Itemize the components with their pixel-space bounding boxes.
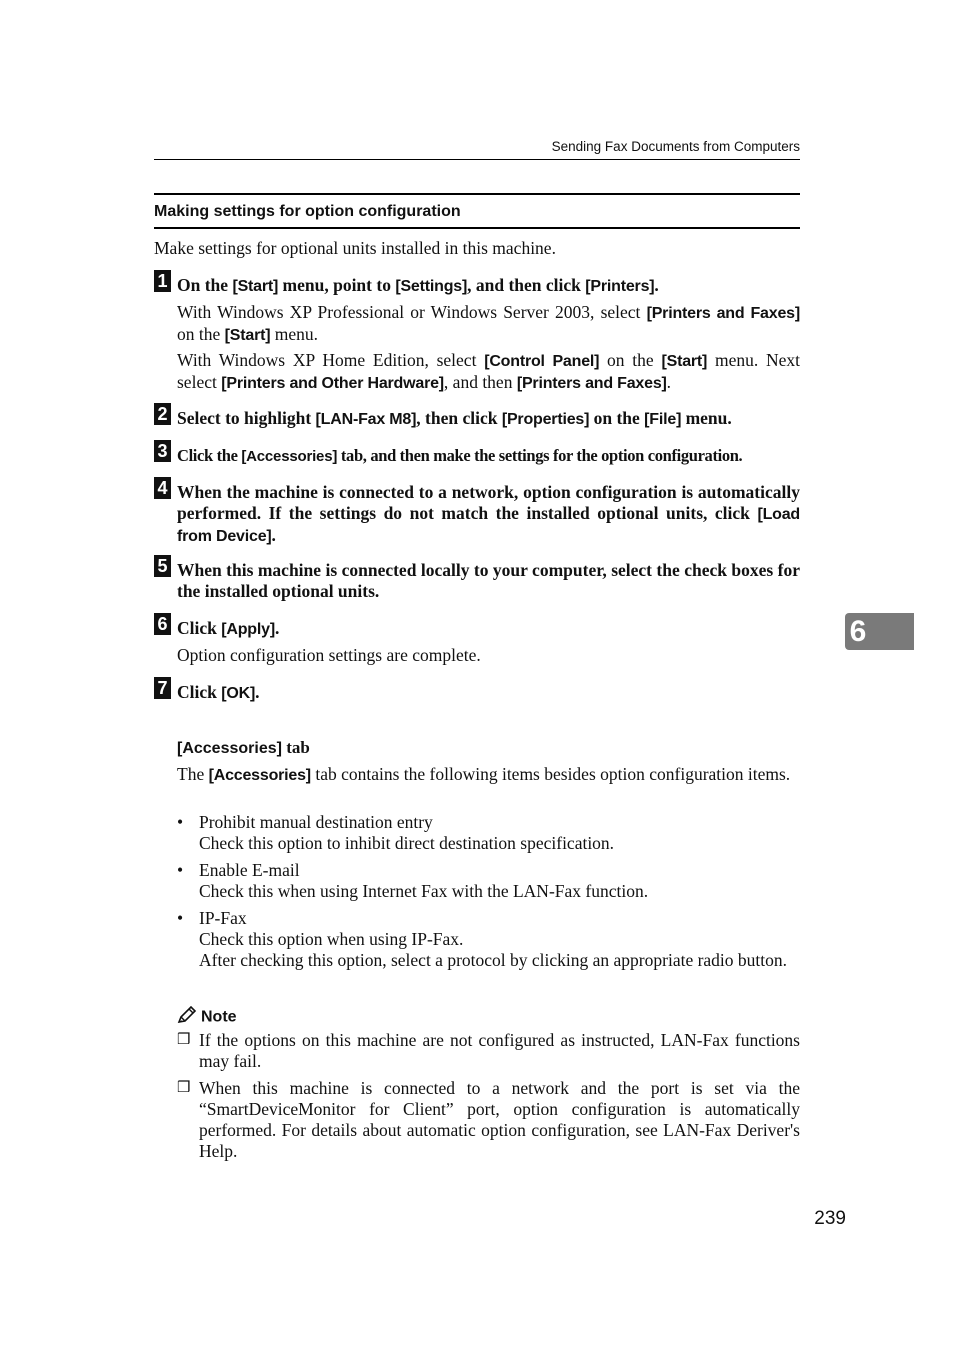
chapter-number: 6 <box>849 615 867 648</box>
step-number-6: 6 <box>154 613 171 635</box>
accessories-intro: The [Accessories] tab contains the following items besides option configuration items. <box>177 764 791 784</box>
header-rule <box>154 159 800 160</box>
step-number-4: 4 <box>154 477 171 499</box>
step-2-text: Select to highlight [LAN-Fax M8], then click [Properties] on the [File] menu. <box>177 408 732 428</box>
chapter-tab <box>845 613 914 650</box>
accessories-item-1: Prohibit manual destination entry Check this option to inhibit direct destination specification. <box>199 812 615 853</box>
step-1-text: On the [Start] menu, point to [Settings], and then click [Printers]. <box>177 275 659 295</box>
pencil-icon <box>177 1006 197 1029</box>
section-intro: Make settings for optional units installed in this machine. <box>154 238 556 258</box>
page-number: 239 <box>814 1208 846 1229</box>
step-number-2: 2 <box>154 403 171 425</box>
step-number-3: 3 <box>154 440 171 462</box>
note-item-2: When this machine is connected to a network and the port is set via the “SmartDeviceMonitor for Client” port, option configuration is automatically performed. For details about automatic option configuration, see LAN-Fax Deriver's Help. <box>199 1078 800 1161</box>
step-4-text: When the machine is connected to a network, option configuration is automatically performed. If the settings do not match the installed optional units, click [Load from Device]. <box>177 482 800 545</box>
step-6-result: Option configuration settings are complete. <box>177 645 481 665</box>
section-title-text: Making settings for option configuration <box>154 203 461 220</box>
step-6-text: Click [Apply]. <box>177 618 280 638</box>
step-number-5: 5 <box>154 555 171 577</box>
step-number-7: 7 <box>154 677 171 699</box>
accessories-heading: [Accessories] tab <box>177 738 310 757</box>
accessories-item-3: IP-Fax Check this option when using IP-Fax. After checking this option, select a protocol by clicking an appropriate radio button. <box>199 908 788 970</box>
running-header: Sending Fax Documents from Computers <box>551 139 800 154</box>
step-7-text: Click [OK]. <box>177 682 260 702</box>
note-heading: Note <box>177 1006 237 1029</box>
step-1-para-2: With Windows XP Home Edition, select [Control Panel] on the [Start] menu. Next select [Printers and Other Hardware], and then [Printers and Faxes]. <box>177 350 800 392</box>
bullet-dot: • <box>177 860 184 880</box>
bullet-dot: • <box>177 908 184 928</box>
bullet-dot: • <box>177 812 184 832</box>
step-number-1: 1 <box>154 270 171 292</box>
accessories-item-2: Enable E-mail Check this when using Internet Fax with the LAN-Fax function. <box>199 860 649 901</box>
step-3-text: Click the [Accessories] tab, and then make the settings for the option configuration. <box>177 446 743 465</box>
note-item-1: If the options on this machine are not configured as instructed, LAN-Fax functions may fail. <box>199 1030 800 1071</box>
checkbox-bullet: ❒ <box>177 1032 191 1048</box>
section-title <box>154 193 800 229</box>
step-5-text: When this machine is connected locally to your computer, select the check boxes for the installed optional units. <box>177 560 800 601</box>
checkbox-bullet: ❒ <box>177 1080 191 1096</box>
step-1-para-1: With Windows XP Professional or Windows Server 2003, select [Printers and Faxes] on the [Start] menu. <box>177 302 800 344</box>
